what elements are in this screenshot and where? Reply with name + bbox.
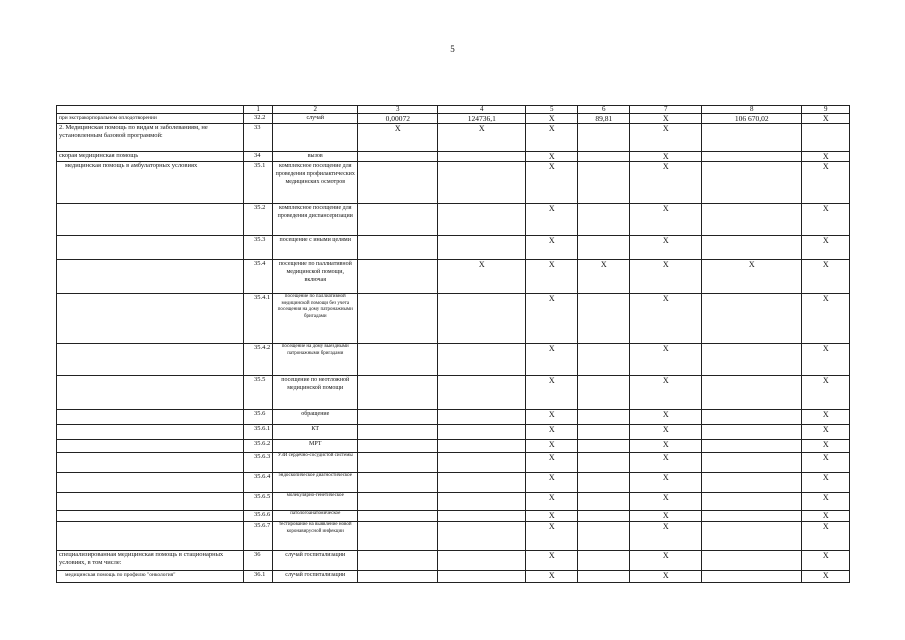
cell-col6 bbox=[578, 551, 630, 571]
cell-col7: Х bbox=[630, 114, 702, 124]
cell-col3: Х bbox=[358, 124, 438, 152]
row-code: 34 bbox=[244, 152, 273, 162]
row-unit: посещение на дому выездными патронажными бригадами bbox=[273, 344, 358, 376]
cell-col8 bbox=[702, 425, 802, 440]
row-code: 35.6.2 bbox=[244, 440, 273, 453]
column-number-row bbox=[57, 106, 850, 114]
cell-col4 bbox=[438, 493, 526, 511]
cell-col4 bbox=[438, 571, 526, 583]
cell-col5: Х bbox=[526, 473, 578, 493]
row-code: 35.5 bbox=[244, 376, 273, 410]
cell-col8 bbox=[702, 376, 802, 410]
table-row bbox=[57, 124, 850, 152]
cell-col6 bbox=[578, 425, 630, 440]
cell-col8 bbox=[702, 511, 802, 522]
row-code: 35.4.1 bbox=[244, 294, 273, 344]
row-code: 35.6.5 bbox=[244, 493, 273, 511]
row-name bbox=[57, 376, 244, 410]
cell-col7: Х bbox=[630, 162, 702, 204]
cell-col6 bbox=[578, 162, 630, 204]
cell-col5: Х bbox=[526, 493, 578, 511]
cell-col6: 89,81 bbox=[578, 114, 630, 124]
cell-col5: Х bbox=[526, 551, 578, 571]
cell-col4 bbox=[438, 236, 526, 260]
cell-col5: Х bbox=[526, 571, 578, 583]
cell-col3 bbox=[358, 260, 438, 294]
row-name bbox=[57, 440, 244, 453]
row-unit: посещение по паллиативной медицинской помощи без учета посещения на дому патронажными бригадами bbox=[273, 294, 358, 344]
cell-col9: Х bbox=[802, 511, 850, 522]
cell-col4 bbox=[438, 162, 526, 204]
cell-col3 bbox=[358, 152, 438, 162]
cell-col6 bbox=[578, 204, 630, 236]
table-row bbox=[57, 410, 850, 425]
cell-col8 bbox=[702, 473, 802, 493]
table-row bbox=[57, 376, 850, 410]
cell-col6 bbox=[578, 473, 630, 493]
cell-col6 bbox=[578, 410, 630, 425]
header-cell-7: 7 bbox=[630, 106, 702, 114]
table-row bbox=[57, 425, 850, 440]
cell-col8 bbox=[702, 294, 802, 344]
cell-col8: 106 670,02 bbox=[702, 114, 802, 124]
cell-col5: Х bbox=[526, 152, 578, 162]
cell-col4 bbox=[438, 551, 526, 571]
cell-col7: Х bbox=[630, 376, 702, 410]
table-row bbox=[57, 344, 850, 376]
cell-col9: Х bbox=[802, 236, 850, 260]
cell-col9: Х bbox=[802, 204, 850, 236]
cell-col5: Х bbox=[526, 260, 578, 294]
row-unit: случай госпитализации bbox=[273, 551, 358, 571]
cell-col4 bbox=[438, 152, 526, 162]
row-name bbox=[57, 344, 244, 376]
cell-col6 bbox=[578, 236, 630, 260]
cell-col7: Х bbox=[630, 551, 702, 571]
cell-col9: Х bbox=[802, 376, 850, 410]
row-code: 35.6.1 bbox=[244, 425, 273, 440]
cell-col3 bbox=[358, 204, 438, 236]
cell-col8 bbox=[702, 152, 802, 162]
row-name bbox=[57, 236, 244, 260]
cell-col8 bbox=[702, 124, 802, 152]
row-name bbox=[57, 453, 244, 473]
cell-col9: Х bbox=[802, 152, 850, 162]
row-name: специализированная медицинская помощь в стационарных условиях, в том числе: bbox=[57, 551, 244, 571]
header-cell-1: 1 bbox=[244, 106, 273, 114]
cell-col5: Х bbox=[526, 294, 578, 344]
row-name bbox=[57, 260, 244, 294]
cell-col7: Х bbox=[630, 410, 702, 425]
cell-col7: Х bbox=[630, 473, 702, 493]
cell-col8 bbox=[702, 204, 802, 236]
cell-col6: Х bbox=[578, 260, 630, 294]
cell-col7: Х bbox=[630, 493, 702, 511]
cell-col7: Х bbox=[630, 453, 702, 473]
header-cell-6: 6 bbox=[578, 106, 630, 114]
table-row bbox=[57, 440, 850, 453]
cell-col9: Х bbox=[802, 453, 850, 473]
cell-col7: Х bbox=[630, 236, 702, 260]
cell-col8 bbox=[702, 344, 802, 376]
cell-col4 bbox=[438, 204, 526, 236]
cell-col3 bbox=[358, 294, 438, 344]
cell-col7: Х bbox=[630, 425, 702, 440]
header-cell-5: 5 bbox=[526, 106, 578, 114]
cell-col9: Х bbox=[802, 294, 850, 344]
cell-col7: Х bbox=[630, 204, 702, 236]
cell-col7: Х bbox=[630, 344, 702, 376]
row-code: 36 bbox=[244, 551, 273, 571]
cell-col9: Х bbox=[802, 473, 850, 493]
cell-col3 bbox=[358, 511, 438, 522]
data-table bbox=[56, 105, 850, 583]
cell-col9: Х bbox=[802, 551, 850, 571]
cell-col5: Х bbox=[526, 425, 578, 440]
row-unit bbox=[273, 124, 358, 152]
row-code: 35.6 bbox=[244, 410, 273, 425]
cell-col6 bbox=[578, 152, 630, 162]
cell-col6 bbox=[578, 344, 630, 376]
cell-col6 bbox=[578, 522, 630, 551]
row-code: 35.2 bbox=[244, 204, 273, 236]
cell-col4: 124736,1 bbox=[438, 114, 526, 124]
row-code: 35.3 bbox=[244, 236, 273, 260]
table-row bbox=[57, 236, 850, 260]
row-unit: комплексное посещение для проведения диспансеризации bbox=[273, 204, 358, 236]
cell-col8 bbox=[702, 493, 802, 511]
row-name: медицинская помощь по профилю "онкология" bbox=[57, 571, 244, 583]
cell-col5: Х bbox=[526, 376, 578, 410]
row-code: 35.6.3 bbox=[244, 453, 273, 473]
cell-col3: 0,00072 bbox=[358, 114, 438, 124]
cell-col4 bbox=[438, 410, 526, 425]
cell-col6 bbox=[578, 440, 630, 453]
cell-col4 bbox=[438, 376, 526, 410]
row-name: при экстракорпоральном оплодотворении bbox=[57, 114, 244, 124]
cell-col4 bbox=[438, 453, 526, 473]
row-code: 35.6.6 bbox=[244, 511, 273, 522]
cell-col9: Х bbox=[802, 344, 850, 376]
row-name: медицинская помощь в амбулаторных условиях bbox=[57, 162, 244, 204]
page-number: 5 bbox=[450, 44, 455, 54]
cell-col8 bbox=[702, 440, 802, 453]
header-cell-4: 4 bbox=[438, 106, 526, 114]
cell-col4 bbox=[438, 511, 526, 522]
cell-col5: Х bbox=[526, 236, 578, 260]
row-unit: посещение по паллиативной медицинской помощи, включая bbox=[273, 260, 358, 294]
cell-col5: Х bbox=[526, 440, 578, 453]
cell-col4 bbox=[438, 344, 526, 376]
header-cell-8: 8 bbox=[702, 106, 802, 114]
row-unit: МРТ bbox=[273, 440, 358, 453]
row-code: 35.1 bbox=[244, 162, 273, 204]
row-unit: случай bbox=[273, 114, 358, 124]
cell-col9: Х bbox=[802, 522, 850, 551]
row-unit: посещение по неотложной медицинской помощи bbox=[273, 376, 358, 410]
cell-col8 bbox=[702, 410, 802, 425]
cell-col4 bbox=[438, 522, 526, 551]
row-name: скорая медицинская помощь bbox=[57, 152, 244, 162]
cell-col9: Х bbox=[802, 440, 850, 453]
table-row bbox=[57, 571, 850, 583]
cell-col3 bbox=[358, 473, 438, 493]
cell-col8 bbox=[702, 551, 802, 571]
table-row bbox=[57, 162, 850, 204]
cell-col8 bbox=[702, 162, 802, 204]
cell-col3 bbox=[358, 410, 438, 425]
cell-col5: Х bbox=[526, 344, 578, 376]
cell-col3 bbox=[358, 236, 438, 260]
cell-col5: Х bbox=[526, 511, 578, 522]
row-code: 36.1 bbox=[244, 571, 273, 583]
table-row bbox=[57, 473, 850, 493]
cell-col7: Х bbox=[630, 260, 702, 294]
header-cell-9: 9 bbox=[802, 106, 850, 114]
cell-col8 bbox=[702, 522, 802, 551]
cell-col6 bbox=[578, 453, 630, 473]
cell-col4 bbox=[438, 440, 526, 453]
cell-col3 bbox=[358, 493, 438, 511]
row-code: 32.2 bbox=[244, 114, 273, 124]
cell-col5: Х bbox=[526, 522, 578, 551]
table-row bbox=[57, 551, 850, 571]
cell-col5: Х bbox=[526, 114, 578, 124]
row-unit: УЗИ сердечно-сосудистой системы bbox=[273, 453, 358, 473]
cell-col9 bbox=[802, 124, 850, 152]
table-row bbox=[57, 294, 850, 344]
row-unit: КТ bbox=[273, 425, 358, 440]
table-row bbox=[57, 453, 850, 473]
cell-col6 bbox=[578, 571, 630, 583]
cell-col7: Х bbox=[630, 571, 702, 583]
cell-col9: Х bbox=[802, 425, 850, 440]
row-code: 35.6.7 bbox=[244, 522, 273, 551]
table-row bbox=[57, 114, 850, 124]
cell-col8 bbox=[702, 571, 802, 583]
header-cell-3: 3 bbox=[358, 106, 438, 114]
cell-col4 bbox=[438, 473, 526, 493]
cell-col7: Х bbox=[630, 124, 702, 152]
row-name: 2. Медицинская помощь по видам и заболеваниям, не установленным базовой программой: bbox=[57, 124, 244, 152]
table-row bbox=[57, 522, 850, 551]
table-row bbox=[57, 152, 850, 162]
row-unit: обращение bbox=[273, 410, 358, 425]
row-unit: вызов bbox=[273, 152, 358, 162]
cell-col5: Х bbox=[526, 124, 578, 152]
row-unit: эндоскопическое диагностическое bbox=[273, 473, 358, 493]
row-code: 33 bbox=[244, 124, 273, 152]
cell-col3 bbox=[358, 522, 438, 551]
cell-col3 bbox=[358, 440, 438, 453]
cell-col9: Х bbox=[802, 410, 850, 425]
cell-col6 bbox=[578, 493, 630, 511]
cell-col6 bbox=[578, 376, 630, 410]
cell-col7: Х bbox=[630, 294, 702, 344]
cell-col7: Х bbox=[630, 511, 702, 522]
table-row bbox=[57, 511, 850, 522]
row-name bbox=[57, 473, 244, 493]
cell-col3 bbox=[358, 162, 438, 204]
cell-col4: Х bbox=[438, 124, 526, 152]
cell-col7: Х bbox=[630, 522, 702, 551]
cell-col6 bbox=[578, 511, 630, 522]
row-code: 35.6.4 bbox=[244, 473, 273, 493]
cell-col3 bbox=[358, 571, 438, 583]
cell-col9: Х bbox=[802, 114, 850, 124]
table-row bbox=[57, 204, 850, 236]
row-name bbox=[57, 522, 244, 551]
table-row bbox=[57, 260, 850, 294]
header-cell-blank bbox=[57, 106, 244, 114]
row-unit: посещение с иными целями bbox=[273, 236, 358, 260]
row-name bbox=[57, 511, 244, 522]
table-row bbox=[57, 493, 850, 511]
row-unit: молекулярно-генетическое bbox=[273, 493, 358, 511]
cell-col6 bbox=[578, 294, 630, 344]
row-name bbox=[57, 410, 244, 425]
header-cell-2: 2 bbox=[273, 106, 358, 114]
cell-col5: Х bbox=[526, 410, 578, 425]
cell-col4 bbox=[438, 425, 526, 440]
row-name bbox=[57, 493, 244, 511]
cell-col3 bbox=[358, 376, 438, 410]
row-code: 35.4 bbox=[244, 260, 273, 294]
row-unit: комплексное посещение для проведения профилактических медицинских осмотров bbox=[273, 162, 358, 204]
cell-col7: Х bbox=[630, 152, 702, 162]
cell-col9: Х bbox=[802, 162, 850, 204]
cell-col4: Х bbox=[438, 260, 526, 294]
row-unit: патологоанатомическое bbox=[273, 511, 358, 522]
cell-col9: Х bbox=[802, 571, 850, 583]
row-unit: случай госпитализации bbox=[273, 571, 358, 583]
cell-col8 bbox=[702, 236, 802, 260]
row-name bbox=[57, 204, 244, 236]
cell-col5: Х bbox=[526, 204, 578, 236]
cell-col7: Х bbox=[630, 440, 702, 453]
cell-col9: Х bbox=[802, 493, 850, 511]
cell-col3 bbox=[358, 344, 438, 376]
cell-col5: Х bbox=[526, 162, 578, 204]
cell-col4 bbox=[438, 294, 526, 344]
cell-col3 bbox=[358, 551, 438, 571]
row-unit: тестирование на выявление новой коронавирусной инфекции bbox=[273, 522, 358, 551]
row-name bbox=[57, 294, 244, 344]
cell-col9: Х bbox=[802, 260, 850, 294]
row-name bbox=[57, 425, 244, 440]
cell-col6 bbox=[578, 124, 630, 152]
cell-col3 bbox=[358, 453, 438, 473]
cell-col3 bbox=[358, 425, 438, 440]
cell-col8 bbox=[702, 453, 802, 473]
cell-col8: Х bbox=[702, 260, 802, 294]
cell-col5: Х bbox=[526, 453, 578, 473]
row-code: 35.4.2 bbox=[244, 344, 273, 376]
